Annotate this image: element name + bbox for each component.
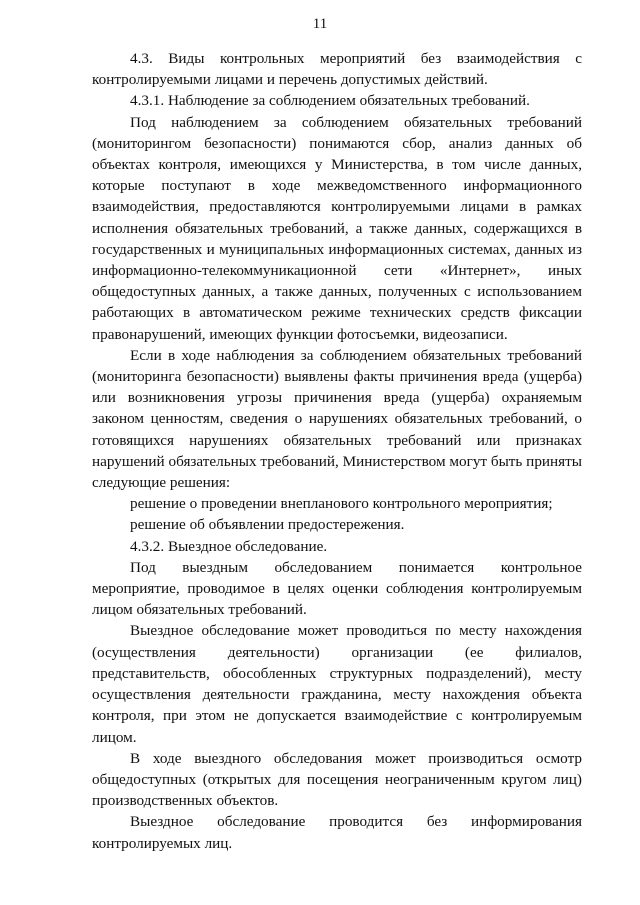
decision-item-warning: решение об объявлении предостережения. [130, 516, 405, 534]
paragraph-monitoring-definition: Под наблюдением за соблюдением обязательных требований (мониторингом безопасности) понимаются сбор, анализ данных об объектах контроля, имеющихся у Министерства, в том числе данных, которые поступают в ходе межведомственного информационного взаимодействия, предоставляются контролируемыми лицами в рамках исполнения обязательных требований, а также данных, содержащихся в государственных и муниципальных информационных системах, данных из информационно-телекоммуникационной сети «Интернет», иных общедоступных данных, а также данных, полученных с использованием работающих в автоматическом режиме технических средств фиксации правонарушений, имеющих функции фотосъемки, видеозаписи. [92, 113, 582, 343]
paragraph-field-survey-no-notice: Выездное обследование проводится без информирования контролируемых лиц. [92, 813, 582, 852]
paragraph-field-survey-location: Выездное обследование может проводиться по месту нахождения (осуществления деятельности) организации (ее филиалов, представительств, обособленных структурных подразделений), месту осуществления деятельности гражданина, месту нахождения объекта контроля, при этом не допускается взаимодействие с контролируемым лицом. [92, 622, 582, 746]
subsection-heading-4-3-2: 4.3.2. Выездное обследование. [130, 537, 328, 555]
subsection-heading-4-3-1: 4.3.1. Наблюдение за соблюдением обязательных требований. [130, 92, 530, 110]
decision-item-unscheduled-inspection: решение о проведении внепланового контрольного мероприятия; [130, 495, 553, 513]
page-body [92, 48, 582, 854]
paragraph-field-survey-definition: Под выездным обследованием понимается контрольное мероприятие, проводимое в целях оценки соблюдения контролируемым лицом обязательных требований. [92, 558, 582, 619]
paragraph-field-survey-inspection: В ходе выездного обследования может производиться осмотр общедоступных (открытых для посещения неограниченным кругом лиц) производственных объектов. [92, 749, 582, 810]
section-heading-4-3: 4.3. Виды контрольных мероприятий без взаимодействия с контролируемыми лицами и перечень допустимых действий. [92, 50, 582, 89]
page-number: 11 [312, 16, 328, 32]
paragraph-monitoring-findings: Если в ходе наблюдения за соблюдением обязательных требований (мониторинга безопасности) выявлены факты причинения вреда (ущерба) или возникновения угрозы причинения вреда (ущерба) охраняемым законом ценностям, сведения о нарушениях обязательных требований, о готовящихся нарушениях обязательных требований или признаках нарушений обязательных требований, Министерством могут быть приняты следующие решения: [92, 346, 582, 492]
